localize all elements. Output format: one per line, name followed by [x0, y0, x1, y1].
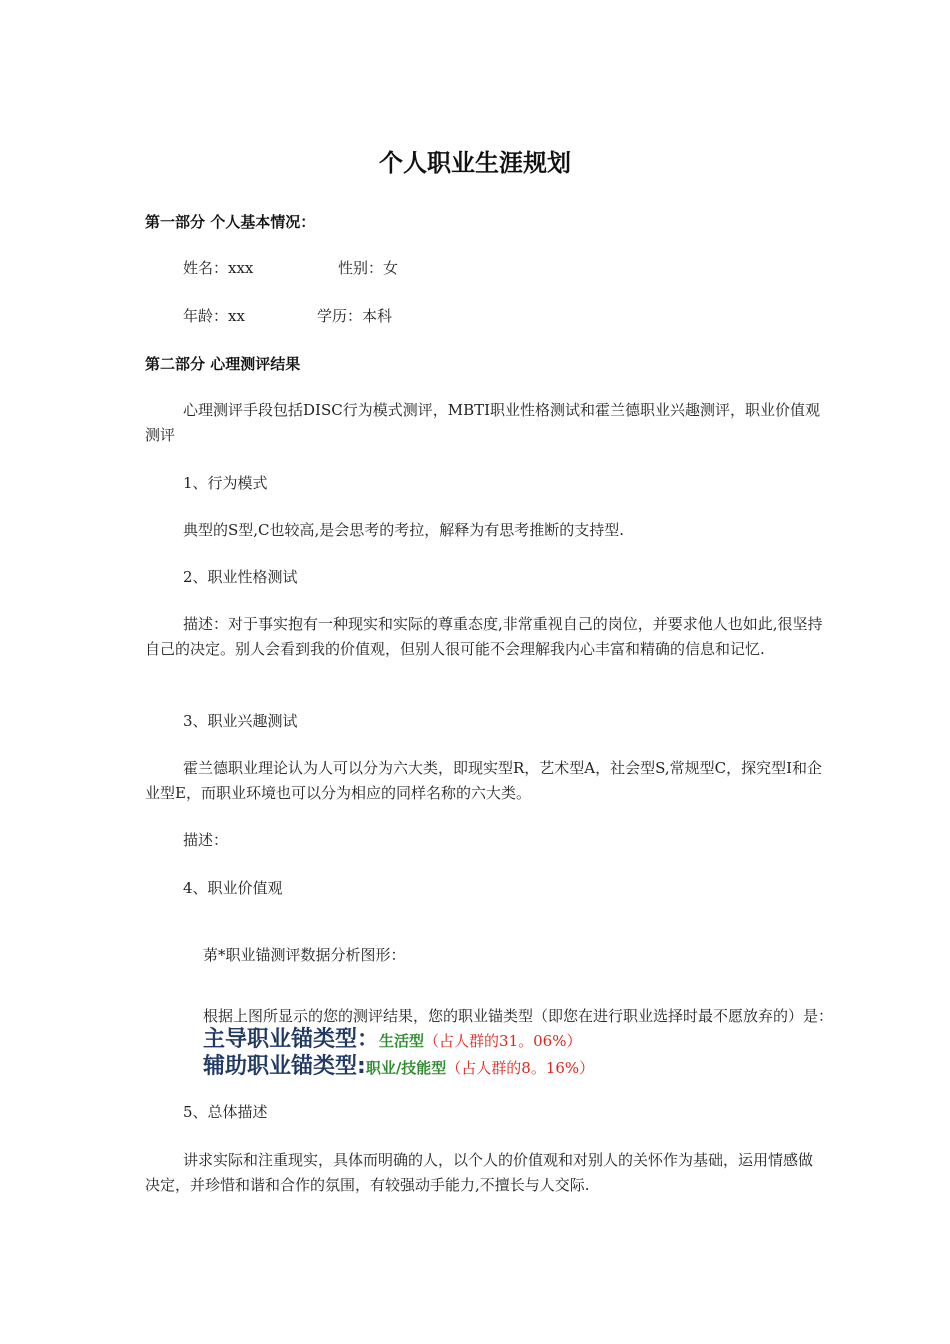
interest-text: 霍兰德职业理论认为人可以分为六大类，即现实型R，艺术型A，社会型S,常规型C，探究型I和企业型E，而职业环境也可以分为相应的同样名称的六大类。	[145, 759, 823, 802]
gender-field: 性别：女	[338, 259, 399, 277]
primary-anchor-type: 生活型	[379, 1032, 425, 1050]
section-heading-part1: 第一部分 个人基本情况：	[145, 213, 316, 231]
anchor-result-intro: 根据上图所显示的您的测评结果，您的职业锚类型（即您在进行职业选择时最不愿放弃的）是：	[203, 1007, 834, 1025]
name-field: 姓名：xxx	[183, 259, 254, 277]
section-heading-part2: 第二部分 心理测评结果	[145, 355, 301, 373]
page-title: 个人职业生涯规划	[379, 148, 571, 177]
intro-paragraph: 心理测评手段包括DISC行为模式测评，MBTI职业性格测试和霍兰德职业兴趣测评，职业价值观测评	[145, 401, 821, 444]
primary-anchor-percentage: （占人群的31。06%）	[424, 1032, 582, 1050]
interest-description-label: 描述：	[183, 831, 229, 849]
summary-text: 讲求实际和注重现实，具体而明确的人，以个人的价值观和对别人的关怀作为基础，运用情感做决定，并珍惜和谐和合作的氛围，有较强动手能力,不擅长与人交际.	[145, 1151, 814, 1194]
secondary-anchor-percentage: （占人群的8。16%）	[446, 1059, 595, 1077]
personality-text: 描述：对于事实抱有一种现实和实际的尊重态度,非常重视自己的岗位，并要求他人也如此,很坚持自己的决定。别人会看到我的价值观，但别人很可能不会理解我内心丰富和精确的信息和记忆.	[145, 615, 823, 658]
secondary-anchor-label: 辅助职业锚类型:	[203, 1054, 366, 1079]
subsection-title-summary: 5、总体描述	[183, 1103, 268, 1121]
education-field: 学历：本科	[317, 307, 393, 325]
subsection-title-behavior: 1、行为模式	[183, 474, 268, 492]
behavior-text: 典型的S型,C也较高,是会思考的考拉，解释为有思考推断的支持型.	[183, 521, 625, 539]
secondary-anchor-type: 职业/技能型	[365, 1059, 447, 1077]
age-field: 年龄：xx	[183, 307, 245, 325]
primary-anchor-label: 主导职业锚类型：	[203, 1027, 380, 1052]
secondary-anchor-line	[203, 1053, 594, 1082]
subsection-title-values: 4、职业价值观	[183, 879, 283, 897]
subsection-title-personality: 2、职业性格测试	[183, 568, 298, 586]
subsection-title-interest: 3、职业兴趣测试	[183, 712, 298, 730]
chart-caption: 苐*职业锚测评数据分析图形：	[203, 946, 406, 964]
primary-anchor-line	[203, 1026, 581, 1055]
